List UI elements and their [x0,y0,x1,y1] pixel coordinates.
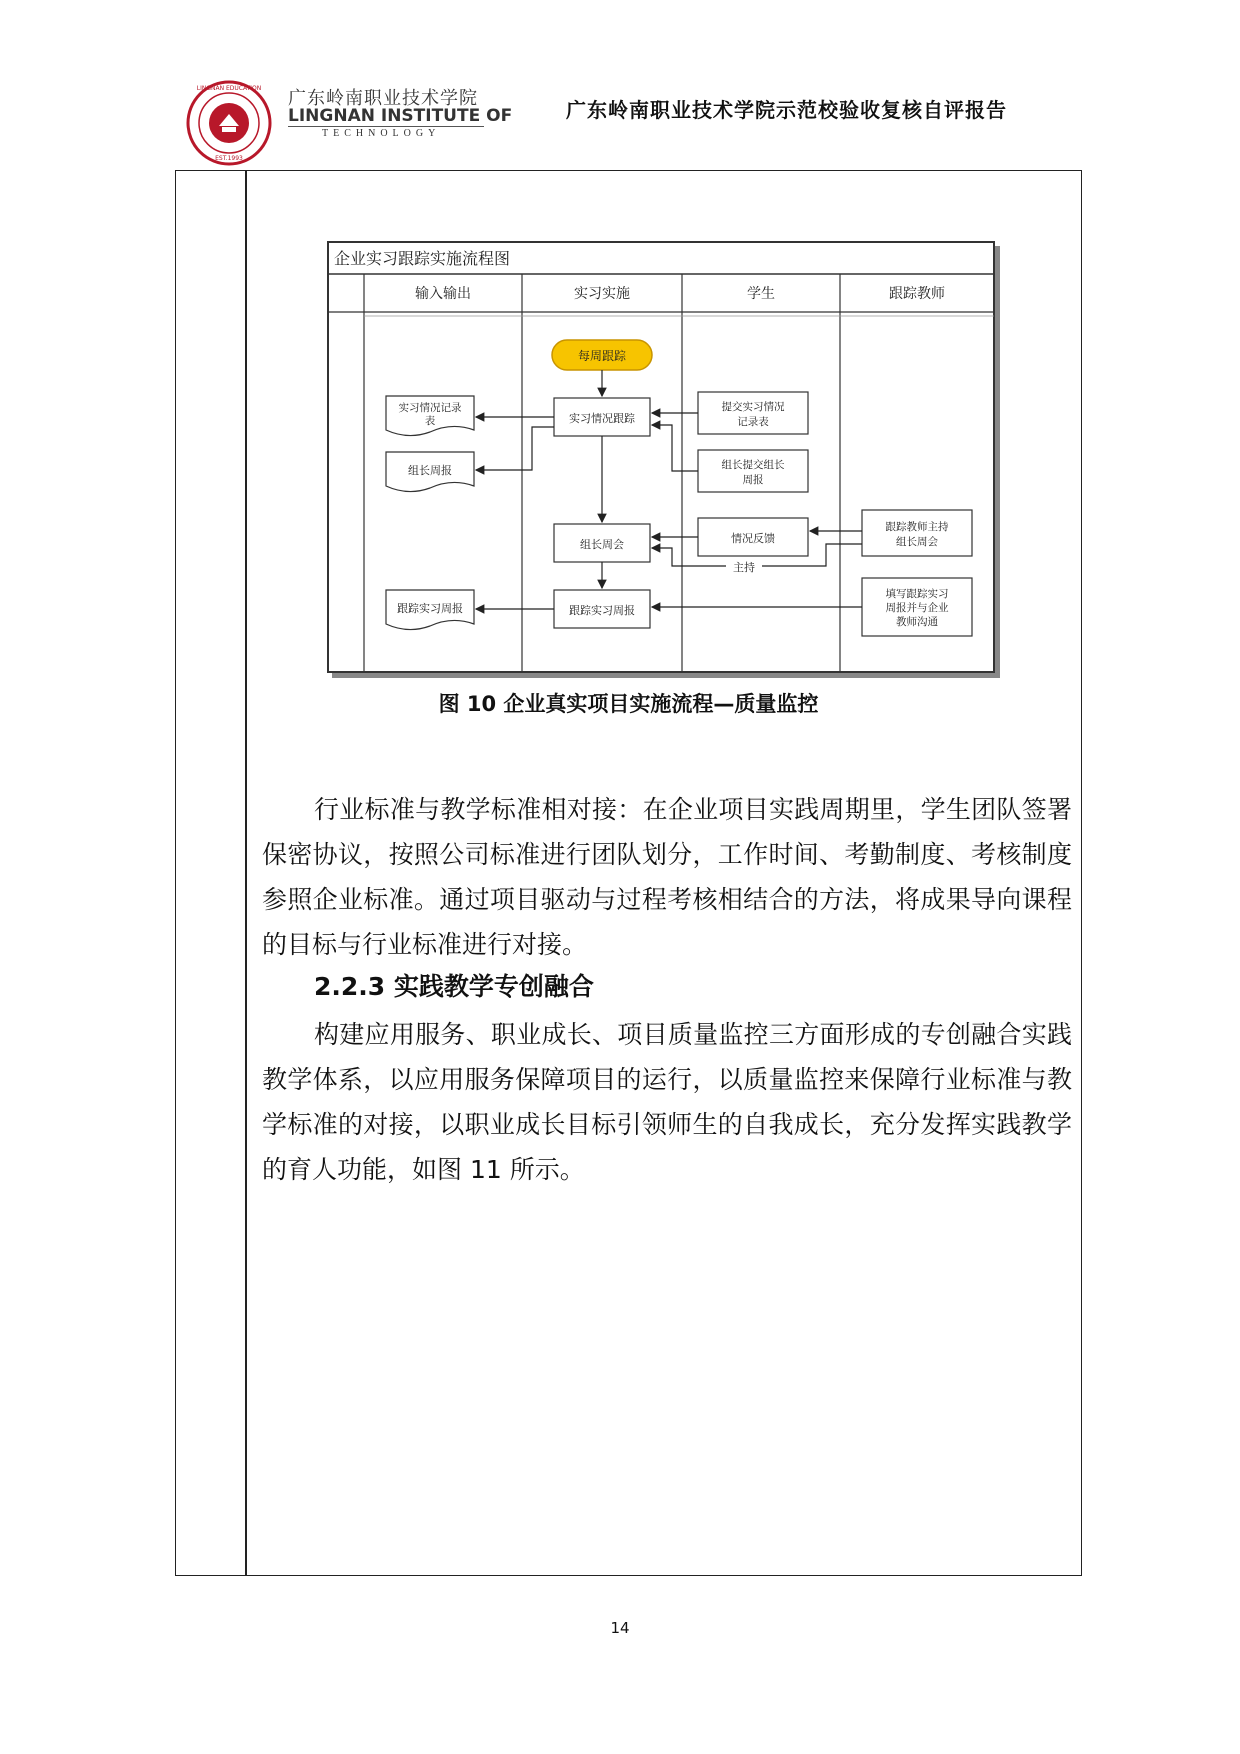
process-label: 组长周会 [580,538,624,551]
teacher-label: 周报并与企业 [885,602,949,614]
frame-divider [245,170,247,1576]
report-title: 广东岭南职业技术学院示范校验收复核自评报告 [566,98,1007,122]
output-label: 跟踪实习周报 [397,602,463,615]
student-label: 周报 [742,474,764,486]
teacher-label: 教师沟通 [896,616,938,628]
teacher-label: 填写跟踪实习 [885,588,949,600]
paragraph-practice-teaching: 构建应用服务、职业成长、项目质量监控三方面形成的专创融合实践教学体系，以应用服务保障项目的运行，以质量监控来保障行业标准与教学标准的对接，以职业成长目标引领师生的自我成长，充分发挥实践教学的育人功能，如图 11 所示。 [262,1020,1072,1184]
logo-text-top: LINGNAN EDUCATION [196,85,262,92]
student-label: 情况反馈 [731,532,775,545]
institute-logo [186,80,272,166]
header-rule [288,126,484,127]
institute-name-cn: 广东岭南职业技术学院 [288,88,478,109]
lane-io: 输入输出 [415,286,471,302]
teacher-label: 组长周会 [896,536,938,548]
lane-teacher: 跟踪教师 [889,286,945,302]
start-label: 每周跟踪 [577,349,627,363]
paragraph-industry-standards: 行业标准与教学标准相对接：在企业项目实践周期里，学生团队签署保密协议，按照公司标准进行团队划分，工作时间、考勤制度、考核制度参照企业标准。通过项目驱动与过程考核相结合的方法，将成果导向课程的目标与行业标准进行对接。 [262,795,1072,959]
output-label: 组长周报 [408,464,452,477]
figure-caption: 图 10 企业真实项目实施流程—质量监控 [438,692,819,716]
student-label: 组长提交组长 [721,459,785,471]
institute-name-en: LINGNAN INSTITUTE OF [288,106,513,126]
lane-student: 学生 [747,286,775,302]
flowchart-figure [326,240,1002,680]
lane-implementation: 实习实施 [574,286,630,302]
page-number: 14 [610,1619,630,1637]
teacher-node [862,510,972,556]
output-label: 实习情况记录 [398,402,462,414]
institute-name-en-2: TECHNOLOGY [322,128,441,139]
process-label: 跟踪实习周报 [569,604,635,617]
student-label: 提交实习情况 [721,401,785,413]
section-heading: 2.2.3 实践教学专创融合 [314,972,594,1001]
output-label: 表 [424,415,436,427]
host-label: 主持 [733,561,755,574]
teacher-label: 跟踪教师主持 [885,521,949,533]
logo-text-bottom: EST.1993 [215,155,243,162]
process-label: 实习情况跟踪 [569,412,635,425]
flowchart-title: 企业实习跟踪实施流程图 [334,249,511,268]
student-label: 记录表 [737,416,769,428]
